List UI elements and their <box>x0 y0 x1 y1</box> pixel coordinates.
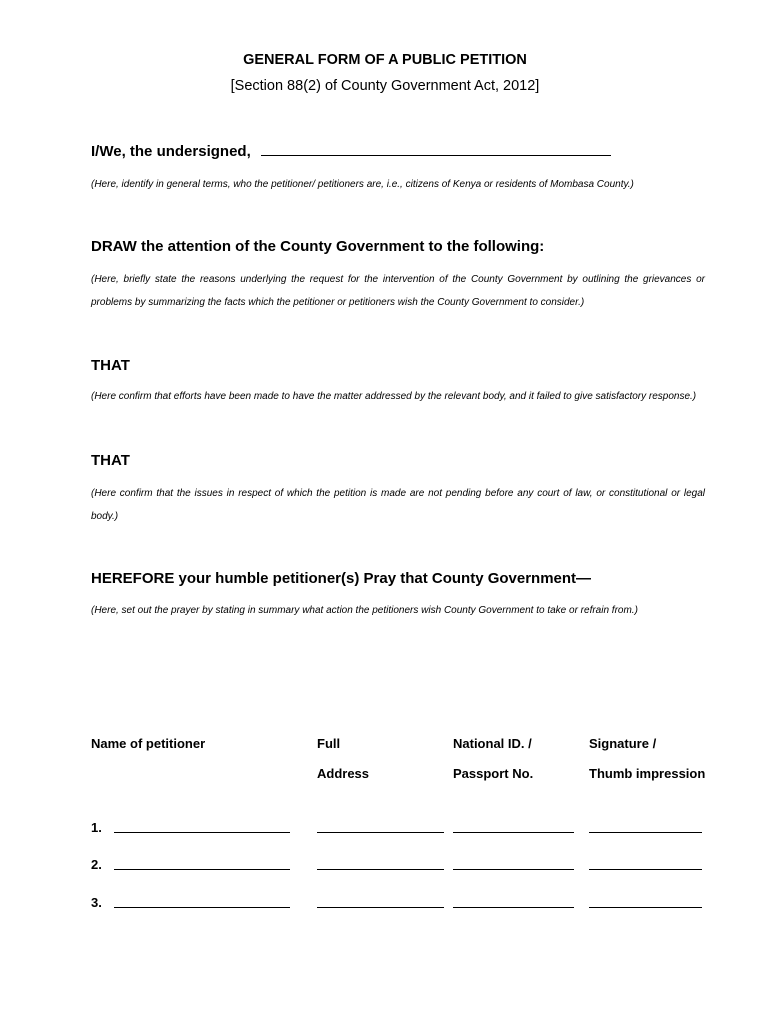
that-heading-2: THAT <box>91 452 130 469</box>
that-heading-1: THAT <box>91 357 130 374</box>
row-number-3: 3. <box>91 895 102 910</box>
row-2-id-field[interactable] <box>453 869 574 870</box>
row-number-1: 1. <box>91 820 102 835</box>
row-3-address-field[interactable] <box>317 907 444 908</box>
row-number-2: 2. <box>91 857 102 872</box>
undersigned-name-field[interactable] <box>261 155 611 156</box>
row-1-address-field[interactable] <box>317 832 444 833</box>
row-3-id-field[interactable] <box>453 907 574 908</box>
row-1-name-field[interactable] <box>114 832 290 833</box>
row-2-name-field[interactable] <box>114 869 290 870</box>
prayer-heading: HEREFORE your humble petitioner(s) Pray that County Government— <box>91 570 592 587</box>
col-header-address-line1: Full <box>317 736 341 751</box>
row-3-name-field[interactable] <box>114 907 290 908</box>
row-2-signature-field[interactable] <box>589 869 702 870</box>
col-header-id-line2: Passport No. <box>453 766 534 781</box>
form-subtitle: [Section 88(2) of County Government Act, 2012] <box>230 78 540 94</box>
prayer-note: (Here, set out the prayer by stating in summary what action the petitioners wish County Government to take or refrain from.) <box>91 605 638 616</box>
row-1-id-field[interactable] <box>453 832 574 833</box>
undersigned-note: (Here, identify in general terms, who the petitioner/ petitioners are, i.e., citizens of Kenya or residents of Mombasa County.) <box>91 179 634 190</box>
form-title: GENERAL FORM OF A PUBLIC PETITION <box>243 52 527 68</box>
row-3-signature-field[interactable] <box>589 907 702 908</box>
undersigned-label: I/We, the undersigned, <box>91 143 251 160</box>
col-header-name: Name of petitioner <box>91 736 206 751</box>
row-1-signature-field[interactable] <box>589 832 702 833</box>
col-header-address-line2: Address <box>317 766 370 781</box>
col-header-id-line1: National ID. / <box>453 736 532 751</box>
that-note-2: (Here confirm that the issues in respect of which the petition is made are not pending before any court of law, or constitutional or legal body.) <box>91 488 705 522</box>
col-header-signature-line1: Signature / <box>589 736 657 751</box>
attention-note: (Here, briefly state the reasons underlying the request for the intervention of the County Government by outlining the grievances or problems by summarizing the facts which the petitioner or petitioners wish the County Government to consider.) <box>91 274 705 308</box>
col-header-signature-line2: Thumb impression <box>589 766 706 781</box>
undersigned-section <box>91 143 611 160</box>
that-note-1: (Here confirm that efforts have been made to have the matter addressed by the relevant body, and it failed to give satisfactory response.) <box>91 391 697 402</box>
attention-heading: DRAW the attention of the County Government to the following: <box>91 238 545 255</box>
row-2-address-field[interactable] <box>317 869 444 870</box>
